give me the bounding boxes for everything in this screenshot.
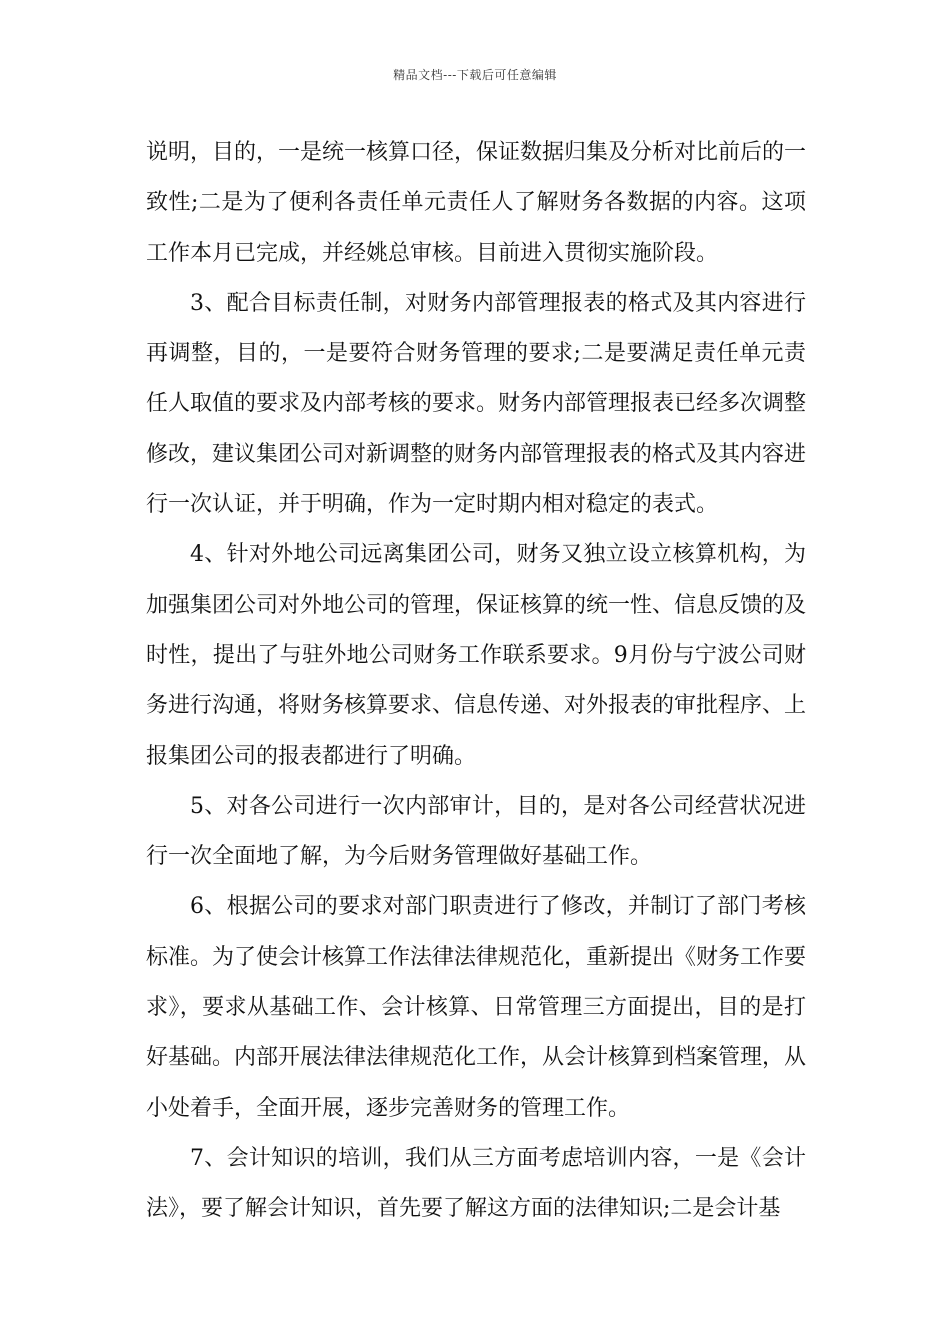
- paragraph-item-5: 5、对各公司进行一次内部审计，目的，是对各公司经营状况进行一次全面地了解，为今后财务管理做好基础工作。: [146, 793, 806, 870]
- paragraph-continuation: 说明，目的，一是统一核算口径，保证数据归集及分析对比前后的一致性;二是为了便利各责任单元责任人了解财务各数据的内容。这项工作本月已完成，并经姚总审核。目前进入贯彻实施阶段。: [146, 140, 807, 266]
- paragraph-item-7: 7、会计知识的培训，我们从三方面考虑培训内容，一是《会计法》，要了解会计知识，首先要了解这方面的法律知识;二是会计基: [146, 1145, 806, 1222]
- document-body: [146, 128, 806, 1235]
- paragraph-item-6: 6、根据公司的要求对部门职责进行了修改，并制订了部门考核标准。为了使会计核算工作法律法律规范化，重新提出《财务工作要求》，要求从基础工作、会计核算、日常管理三方面提出，目的是打好基础。内部开展法律法律规范化工作，从会计核算到档案管理，从小处着手，全面开展，逐步完善财务的管理工作。: [146, 894, 807, 1121]
- paragraph-item-4: 4、针对外地公司远离集团公司，财务又独立设立核算机构，为加强集团公司对外地公司的管理，保证核算的统一性、信息反馈的及时性，提出了与驻外地公司财务工作联系要求。9月份与宁波公司财务进行沟通，将财务核算要求、信息传递、对外报表的审批程序、上报集团公司的报表都进行了明确。: [146, 542, 807, 769]
- paragraph-item-3: 3、配合目标责任制，对财务内部管理报表的格式及其内容进行再调整，目的，一是要符合财务管理的要求;二是要满足责任单元责任人取值的要求及内部考核的要求。财务内部管理报表已经多次调整修改，建议集团公司对新调整的财务内部管理报表的格式及其内容进行一次认证，并于明确，作为一定时期内相对稳定的表式。: [146, 290, 807, 518]
- page-header: 精品文档---下载后可任意编辑: [393, 68, 557, 82]
